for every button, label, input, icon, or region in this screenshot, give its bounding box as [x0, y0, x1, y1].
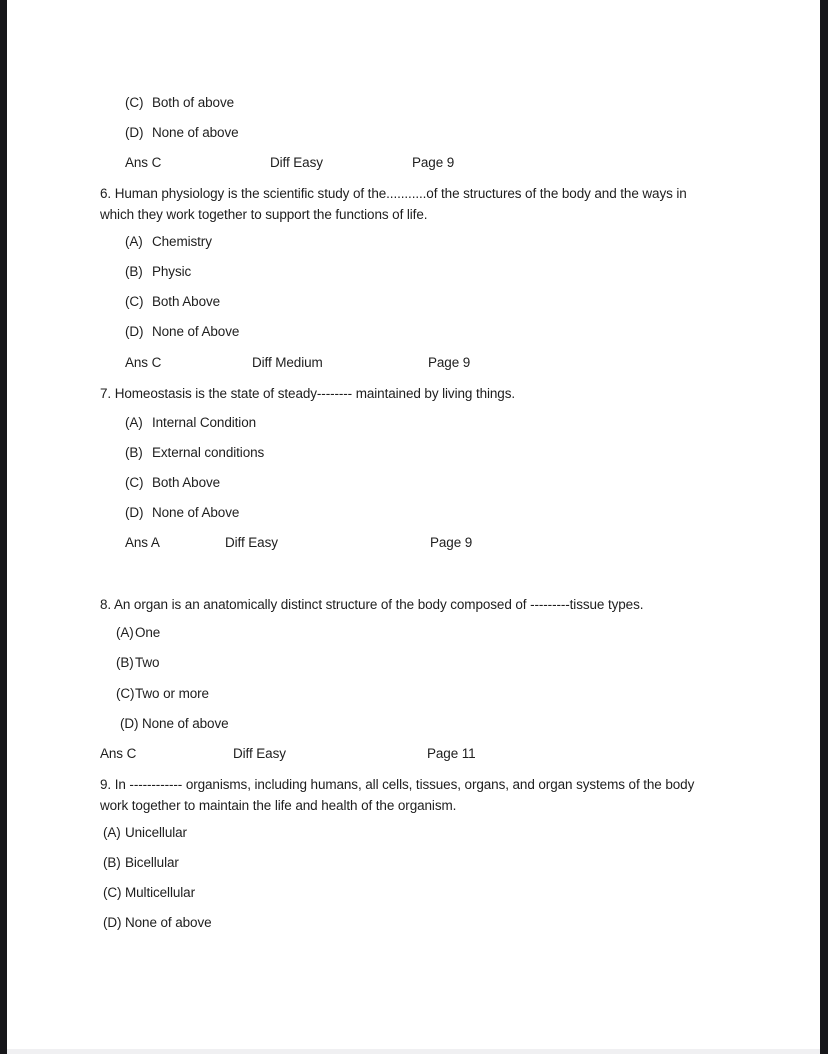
question-text-6: 6. Human physiology is the scientific study of the...........of the structures of the body and the ways in which they work together to support the functions of life. [100, 186, 687, 222]
page-ref-value: Page 9 [428, 355, 471, 370]
page-ref-value: Page 9 [430, 535, 473, 550]
option-text: One [135, 625, 161, 640]
option-label: (C) [125, 294, 144, 309]
option-text: None of Above [152, 324, 240, 339]
option-row-q8-d [120, 716, 229, 732]
option-row-q6-b [125, 264, 191, 280]
page-edge-bottom [7, 1049, 820, 1054]
option-row-q8-c [116, 686, 209, 702]
option-label: (D) [125, 324, 144, 339]
option-row-q7-a [125, 415, 256, 431]
option-row-q8-b [116, 655, 159, 671]
option-text: Both Above [152, 294, 221, 309]
option-text: Two [135, 655, 160, 670]
option-label: (D) [103, 915, 122, 930]
option-row-q9-b [103, 855, 179, 871]
option-label: (B) [125, 264, 143, 279]
option-text: Internal Condition [152, 415, 257, 430]
option-text: Physic [152, 264, 192, 279]
answer-row-q5 [125, 155, 525, 172]
option-text: None of Above [152, 505, 240, 520]
option-row-q9-d [103, 915, 212, 931]
question-text-7: 7. Homeostasis is the state of steady-------- maintained by living things. [100, 386, 516, 401]
difficulty-value: Diff Easy [270, 155, 323, 170]
answer-row-q7 [125, 535, 525, 552]
answer-value: Ans C [125, 355, 162, 370]
option-label: (D) [120, 716, 139, 731]
option-label: (D) [125, 505, 144, 520]
option-row-q7-c [125, 475, 220, 491]
option-row-q9-c [103, 885, 195, 901]
option-text: Bicellular [125, 855, 179, 870]
option-label: (B) [103, 855, 121, 870]
option-label: (B) [125, 445, 143, 460]
option-row-q7-d [125, 505, 239, 521]
difficulty-value: Diff Easy [233, 746, 286, 761]
option-text: External conditions [152, 445, 265, 460]
option-text: Two or more [135, 686, 209, 701]
option-text: None of above [142, 716, 229, 731]
option-row-q8-a [116, 625, 160, 641]
option-row-q5-c [125, 95, 234, 111]
question-text-8: 8. An organ is an anatomically distinct structure of the body composed of ---------tissue types. [100, 597, 644, 612]
option-label: (B) [116, 655, 134, 670]
answer-value: Ans C [100, 746, 137, 761]
page-edge-left [0, 0, 7, 1054]
difficulty-value: Diff Easy [225, 535, 278, 550]
option-row-q6-a [125, 234, 212, 250]
option-text: Both of above [152, 95, 235, 110]
option-text: None of above [125, 915, 212, 930]
page-ref-value: Page 9 [412, 155, 455, 170]
option-row-q9-a [103, 825, 187, 841]
option-text: Both Above [152, 475, 221, 490]
option-label: (A) [103, 825, 121, 840]
option-label: (C) [103, 885, 122, 900]
option-label: (A) [116, 625, 134, 640]
option-label: (C) [125, 95, 144, 110]
option-row-q6-c [125, 294, 220, 310]
question-text-9: 9. In ------------ organisms, including humans, all cells, tissues, organs, and organ systems of the body work together to maintain the life and health of the organism. [100, 777, 695, 813]
option-label: (A) [125, 415, 143, 430]
option-text: Chemistry [152, 234, 212, 249]
option-row-q5-d [125, 125, 239, 141]
answer-row-q6 [125, 355, 525, 372]
answer-value: Ans C [125, 155, 162, 170]
page-ref-value: Page 11 [427, 746, 476, 761]
answer-value: Ans A [125, 535, 160, 550]
page-edge-right [820, 0, 828, 1054]
option-label: (A) [125, 234, 143, 249]
option-text: Unicellular [125, 825, 187, 840]
answer-row-q8 [100, 746, 520, 763]
option-text: None of above [152, 125, 239, 140]
option-row-q6-d [125, 324, 239, 340]
difficulty-value: Diff Medium [252, 355, 323, 370]
option-label: (D) [125, 125, 144, 140]
option-label: (C) [116, 686, 135, 701]
option-label: (C) [125, 475, 144, 490]
option-text: Multicellular [125, 885, 195, 900]
option-row-q7-b [125, 445, 264, 461]
